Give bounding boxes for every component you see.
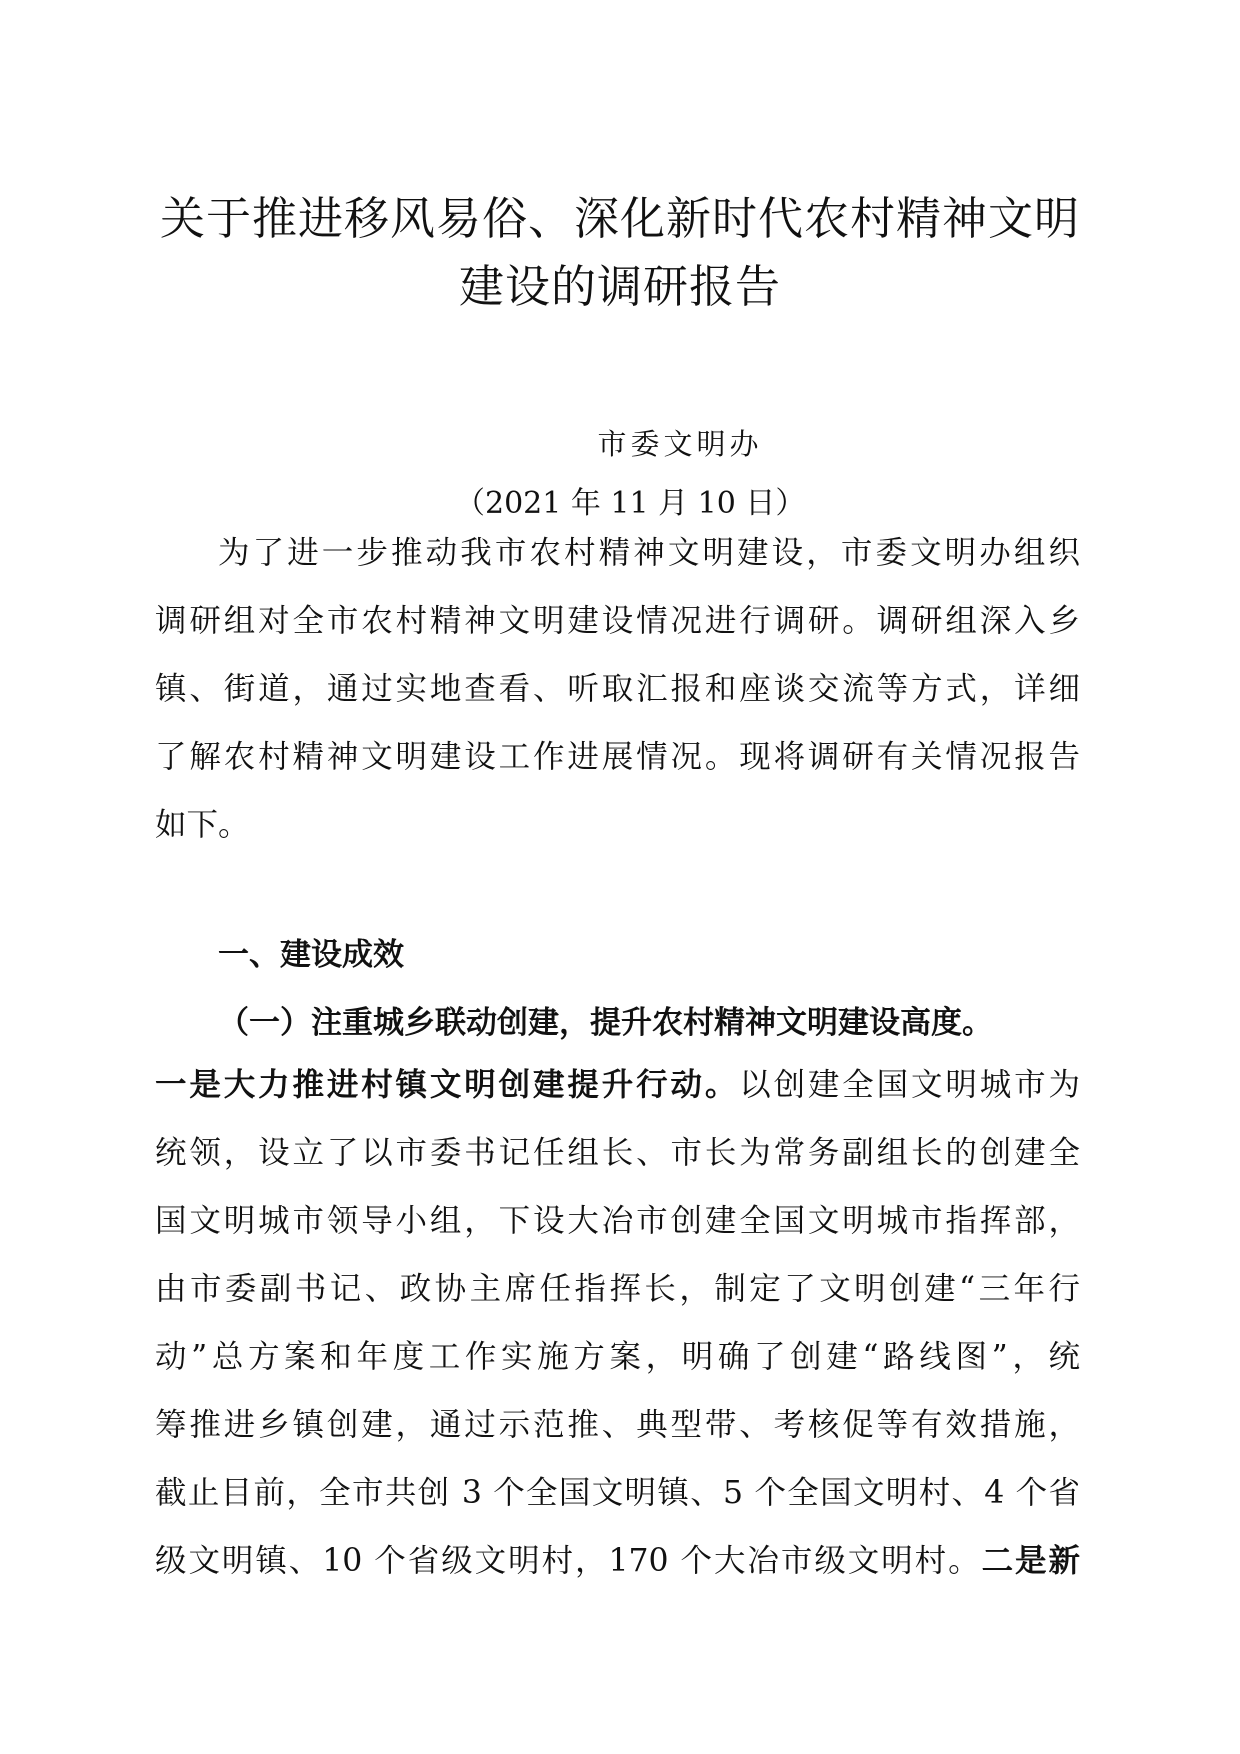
body-line-8-text: 级文明镇、10 个省级文明村，170 个大冶市级文明村。	[155, 1543, 982, 1579]
body-line-1	[155, 1065, 1080, 1105]
intro-line-1: 为了进一步推动我市农村精神文明建设，市委文明办组织	[218, 535, 1080, 571]
body-line-7: 截止目前，全市共创 3 个全国文明镇、5 个全国文明村、4 个省	[155, 1475, 1080, 1511]
intro-line-4: 了解农村精神文明建设工作进展情况。现将调研有关情况报告	[155, 739, 1080, 775]
point-two-lead: 二是新	[981, 1543, 1080, 1579]
subsection-heading: （一）注重城乡联动创建，提升农村精神文明建设高度。	[218, 1005, 993, 1041]
issuing-organization: 市委文明办	[597, 427, 763, 461]
body-line-4: 由市委副书记、政协主席任指挥长，制定了文明创建“三年行	[155, 1271, 1080, 1307]
body-line-3: 国文明城市领导小组，下设大冶市创建全国文明城市指挥部，	[155, 1203, 1080, 1239]
report-date: （2021 年 11 月 10 日）	[455, 486, 806, 521]
intro-line-3: 镇、街道，通过实地查看、听取汇报和座谈交流等方式，详细	[155, 671, 1080, 707]
report-title-line-2: 建设的调研报告	[458, 260, 781, 313]
section-heading: 一、建设成效	[218, 937, 404, 973]
intro-line-5: 如下。	[155, 807, 250, 843]
point-one-lead: 一是大力推进村镇文明创建提升行动。	[155, 1067, 740, 1103]
body-line-8	[155, 1541, 1080, 1581]
body-line-5: 动”总方案和年度工作实施方案，明确了创建“路线图”，统	[155, 1339, 1080, 1375]
report-title-line-1: 关于推进移风易俗、深化新时代农村精神文明	[159, 192, 1080, 245]
body-line-6: 筹推进乡镇创建，通过示范推、典型带、考核促等有效措施，	[155, 1407, 1080, 1443]
body-line-1-text: 以创建全国文明城市为	[739, 1067, 1080, 1103]
body-line-2: 统领，设立了以市委书记任组长、市长为常务副组长的创建全	[155, 1135, 1080, 1171]
intro-line-2: 调研组对全市农村精神文明建设情况进行调研。调研组深入乡	[155, 603, 1080, 639]
